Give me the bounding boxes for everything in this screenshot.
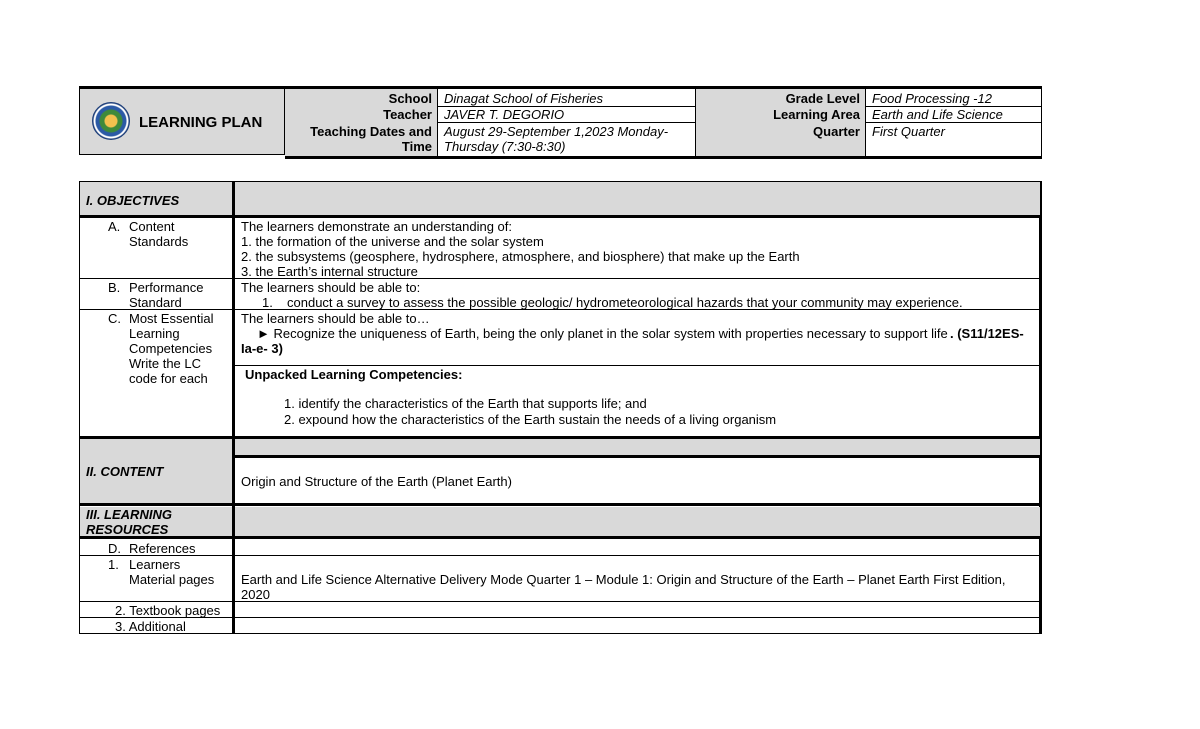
content-value: Origin and Structure of the Earth (Planet Earth) bbox=[241, 474, 512, 489]
grade-label: Grade Level bbox=[785, 91, 860, 106]
mec-label-line: Competencies bbox=[129, 341, 213, 356]
content-std-label-1: Content bbox=[129, 219, 175, 234]
learners-label-2: Material pages bbox=[129, 572, 215, 587]
page-title: LEARNING PLAN bbox=[139, 114, 263, 131]
dates-label-1: Teaching Dates and bbox=[310, 124, 432, 139]
teacher-value: JAVER T. DEGORIO bbox=[444, 107, 565, 122]
row-line bbox=[80, 601, 1040, 602]
row-line bbox=[80, 215, 1040, 218]
grid-line bbox=[437, 122, 695, 123]
content-std-line: 1. the formation of the universe and the solar system bbox=[241, 234, 544, 249]
mec-letter: C. bbox=[108, 311, 121, 326]
row-line bbox=[235, 455, 1040, 458]
mec-code-1: . (S11/12ES- bbox=[950, 326, 1024, 341]
resources-heading-fill bbox=[235, 507, 1040, 538]
grid-line bbox=[1041, 89, 1042, 156]
school-value: Dinagat School of Fisheries bbox=[444, 91, 603, 106]
objectives-heading-fill bbox=[235, 182, 1040, 217]
school-seal-logo bbox=[92, 102, 130, 140]
dates-value-1: August 29-September 1,2023 Monday- bbox=[444, 124, 669, 139]
objectives-heading: I. OBJECTIVES bbox=[86, 193, 180, 208]
header-info-table bbox=[285, 86, 1042, 159]
perf-std-label-1: Performance bbox=[129, 280, 204, 295]
column-divider bbox=[232, 182, 235, 633]
textbook-label: 2. Textbook pages bbox=[115, 603, 221, 618]
perf-std-letter: B. bbox=[108, 280, 121, 295]
content-std-line: 2. the subsystems (geosphere, hydrosphere, atmosphere, and biosphere) that make up the Earth bbox=[241, 249, 800, 264]
area-label: Learning Area bbox=[773, 107, 860, 122]
row-line bbox=[80, 555, 1040, 556]
quarter-label: Quarter bbox=[813, 124, 860, 139]
quarter-value: First Quarter bbox=[872, 124, 945, 139]
dates-label-2: Time bbox=[401, 139, 432, 154]
row-line bbox=[80, 436, 1040, 439]
learners-num: 1. bbox=[108, 557, 119, 572]
perf-std-line-1: The learners should be able to: bbox=[241, 280, 421, 295]
perf-std-num: 1. bbox=[262, 295, 273, 310]
mec-label-line: Most Essential bbox=[129, 311, 214, 326]
row-line bbox=[80, 536, 1040, 539]
perf-std-label-2: Standard bbox=[129, 295, 182, 310]
row-line bbox=[80, 278, 1040, 279]
grade-value: Food Processing -12 bbox=[872, 91, 992, 106]
lesson-table bbox=[79, 181, 1042, 634]
learners-value-2: 2020 bbox=[241, 587, 270, 602]
teacher-label: Teacher bbox=[383, 107, 432, 122]
content-heading-fill bbox=[235, 438, 1040, 456]
school-label: School bbox=[388, 91, 432, 106]
area-value: Earth and Life Science bbox=[872, 107, 1003, 122]
unpacked-heading: Unpacked Learning Competencies: bbox=[245, 367, 463, 382]
resources-heading-2: RESOURCES bbox=[86, 522, 169, 537]
content-std-line: 3. the Earth’s internal structure bbox=[241, 264, 418, 279]
refs-letter: D. bbox=[108, 541, 121, 556]
mec-line-2: ► Recognize the uniqueness of Earth, being the only planet in the solar system with properties necessary to support life bbox=[257, 326, 948, 341]
refs-label: References bbox=[129, 541, 196, 556]
resources-heading-1: III. LEARNING bbox=[86, 507, 172, 522]
row-line bbox=[80, 617, 1040, 618]
learners-value-1: Earth and Life Science Alternative Delivery Mode Quarter 1 – Module 1: Origin and Structure of the Earth – Planet Earth First Edition, bbox=[241, 572, 1006, 587]
learners-label-1: Learners bbox=[129, 557, 181, 572]
content-std-label-2: Standards bbox=[129, 234, 189, 249]
mec-label-line: Learning bbox=[129, 326, 180, 341]
mec-label-line: code for each bbox=[129, 371, 208, 386]
dates-value-2: Thursday (7:30-8:30) bbox=[444, 139, 566, 154]
mec-code-2: Ia-e- 3) bbox=[241, 341, 283, 356]
content-heading: II. CONTENT bbox=[86, 464, 164, 479]
grid-line bbox=[865, 122, 1042, 123]
grid-line bbox=[865, 89, 866, 156]
content-std-letter: A. bbox=[108, 219, 121, 234]
grid-line bbox=[437, 89, 438, 156]
unpacked-item: 1. identify the characteristics of the Earth that supports life; and bbox=[284, 396, 647, 411]
content-std-line: The learners demonstrate an understanding of: bbox=[241, 219, 513, 234]
row-line bbox=[235, 365, 1040, 366]
unpacked-item: 2. expound how the characteristics of the Earth sustain the needs of a living organism bbox=[284, 412, 777, 427]
additional-label: 3. Additional bbox=[115, 619, 186, 634]
row-line bbox=[80, 503, 1040, 506]
mec-label-line: Write the LC bbox=[129, 356, 202, 371]
mec-line-1: The learners should be able to… bbox=[241, 311, 430, 326]
perf-std-line-2: conduct a survey to assess the possible geologic/ hydrometeorological hazards that your community may experience. bbox=[287, 295, 963, 310]
